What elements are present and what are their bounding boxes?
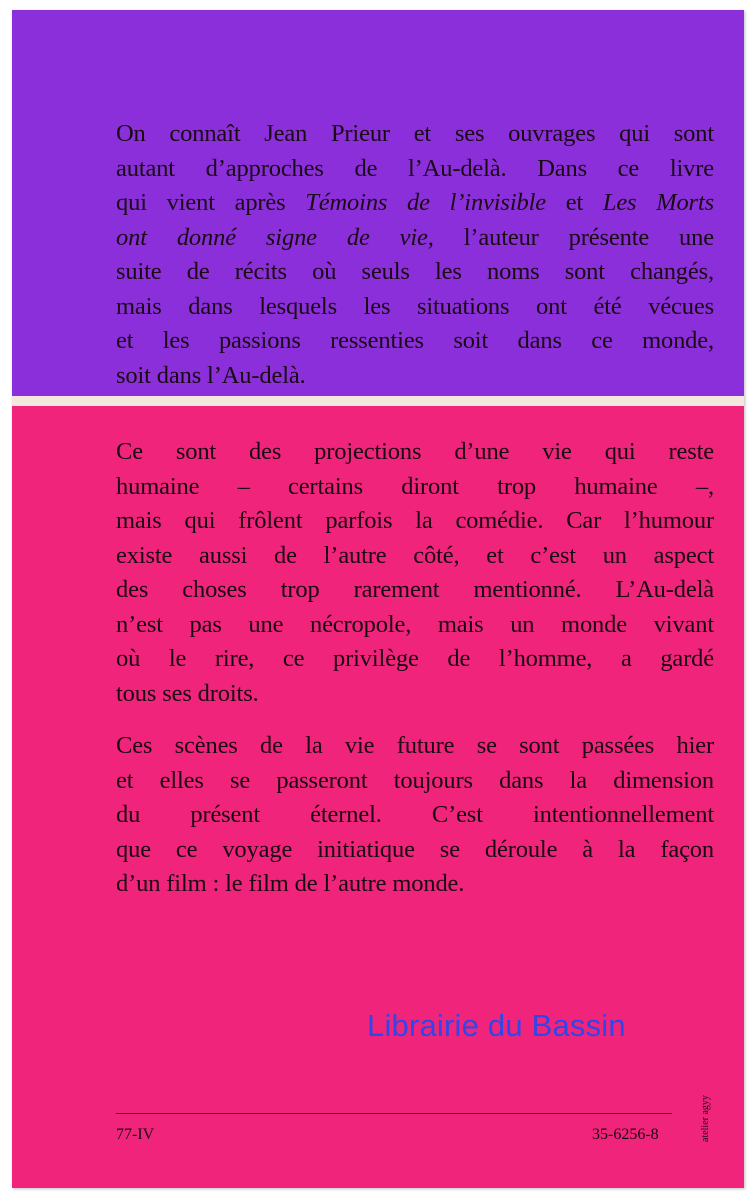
blurb-line — [116, 186, 714, 221]
blurb-line: tous ses droits. — [116, 679, 259, 707]
blurb-line: et elles se passeront toujours dans la dimension — [116, 766, 714, 794]
book-title-italic: Les Morts — [602, 189, 714, 216]
book-back-cover — [12, 10, 744, 1188]
blurb-line: On connaît Jean Prieur et ses ouvrages qui sont — [116, 120, 714, 147]
blurb-paragraph-1 — [116, 117, 714, 393]
book-title-italic: ont donné signe de vie, — [116, 223, 434, 251]
blurb-line: d’un film : le film de l’autre monde. — [116, 870, 465, 897]
bookseller-watermark: Librairie du Bassin — [367, 1008, 626, 1043]
blurb-paragraph-3 — [116, 729, 714, 902]
blurb-line: du présent éternel. C’est intentionnellement — [116, 801, 714, 828]
blurb-line: existe aussi de l’autre côté, et c’est un aspect — [116, 541, 714, 569]
blurb-line: Ces scènes de la vie future se sont passées hier — [116, 732, 714, 759]
book-title-italic: Témoins de l’invisible — [305, 189, 546, 216]
blurb-line: où le rire, ce privilège de l’homme, a gardé — [116, 645, 714, 672]
catalog-code: 77-IV — [116, 1126, 155, 1143]
blurb-text: l’auteur présente une — [433, 223, 714, 251]
blurb-line: mais dans lesquels les situations ont été vécues — [116, 292, 714, 320]
blurb-line: et les passions ressenties soit dans ce monde, — [116, 327, 714, 354]
panel-divider-stripe — [12, 396, 744, 406]
blurb-text: qui vient après — [116, 189, 306, 216]
blurb-line: autant d’approches de l’Au-delà. Dans ce livre — [116, 154, 714, 182]
blurb-line: Ce sont des projections d’une vie qui reste — [116, 438, 714, 465]
blurb-line: humaine – certains diront trop humaine –, — [116, 472, 714, 500]
blurb-text: et — [545, 189, 603, 216]
blurb-line: des choses trop rarement mentionné. L’Au-delà — [116, 576, 714, 603]
blurb-line — [116, 221, 714, 256]
reference-number: 35-6256-8 — [592, 1126, 659, 1143]
blurb-line: mais qui frôlent parfois la comédie. Car l’humour — [116, 507, 714, 534]
design-credit: atelier agyy — [700, 1095, 711, 1142]
blurb-line: suite de récits où seuls les noms sont changés, — [116, 258, 714, 285]
blurb-line: n’est pas une nécropole, mais un monde vivant — [116, 610, 714, 638]
blurb-line: soit dans l’Au-delà. — [116, 361, 306, 389]
blurb-paragraph-2 — [116, 435, 714, 711]
footer-rule — [116, 1113, 672, 1114]
blurb-line: que ce voyage initiatique se déroule à la façon — [116, 835, 714, 863]
